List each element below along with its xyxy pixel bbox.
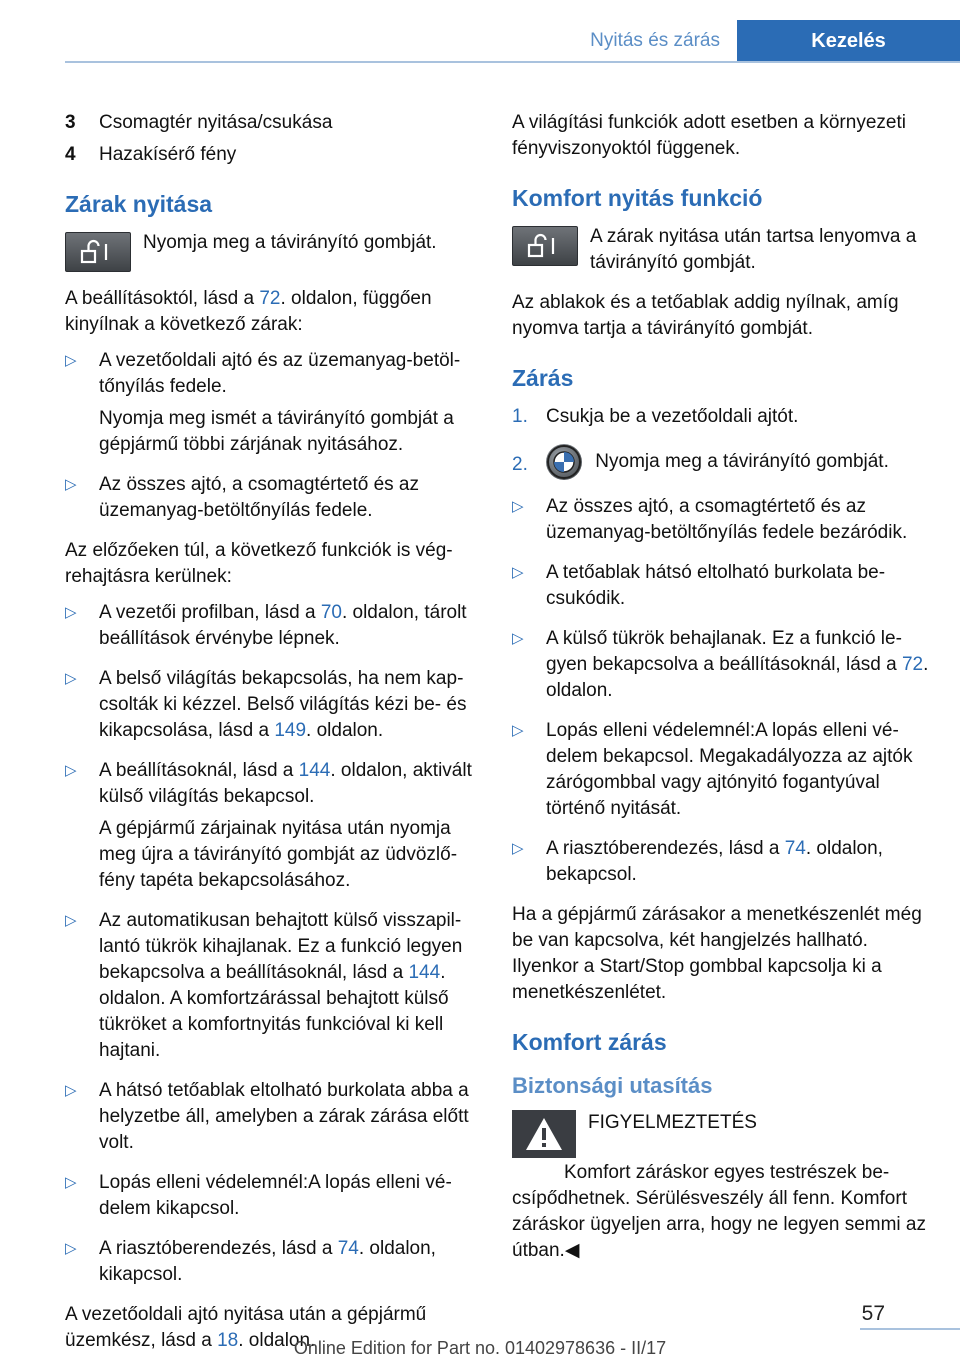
bullet-item — [65, 758, 478, 900]
unlock-instruction — [65, 230, 478, 272]
bullet-item — [65, 1236, 478, 1294]
bullet-text: Nyomja meg ismét a távirányító gombját a gépjármű többi zárjának nyitásához. — [99, 408, 454, 455]
triangle-bullet-icon: ▷ — [65, 1174, 77, 1191]
list-item — [65, 110, 478, 136]
heading-lock: Zárás — [512, 365, 574, 391]
bullet-text: Az összes ajtó, a csomagtértető és az üzemanyag-betöltőnyílás fedele. — [99, 474, 419, 521]
bullet-text: A vezetői profilban, lásd a 70. oldalon, tárolt beállítások érvénybe lépnek. — [99, 602, 467, 649]
triangle-bullet-icon: ▷ — [512, 840, 524, 857]
page-link[interactable]: 149 — [274, 720, 307, 741]
bullet-item — [65, 472, 478, 530]
heading-unlock: Zárak nyitása — [65, 191, 213, 217]
bullet-text: Az automatikusan behajtott külső visszapillantó tükrök kihajlanak. Ez a funkció legyen bekapcsolva a beállításoknál, lásd a 144. oldalon. A komfortzárással behajtott külső tükröket a komfortnyitás funkcióval ki kell hajtani. — [99, 910, 463, 1061]
heading-safety: Biztonsági utasítás — [512, 1073, 713, 1098]
warning-box — [512, 1110, 930, 1158]
page-link[interactable]: 70 — [320, 602, 342, 623]
paragraph: Az előzőeken túl, a következő funkciók is végrehajtásra kerülnek: — [65, 540, 453, 587]
triangle-bullet-icon: ▷ — [65, 1082, 77, 1099]
page-link[interactable]: 144 — [298, 760, 331, 781]
item-text: Csomagtér nyitása/csukása — [99, 112, 333, 133]
unlock-instruction-text: Nyomja meg a távirányító gombját. — [143, 232, 437, 253]
left-column — [65, 110, 478, 1364]
bullet-text: A külső tükrök behajlanak. Ez a funkció legyen bekapcsolva a beállításoknál, lásd a 72. oldalon. — [546, 628, 929, 701]
bullet-text: A riasztóberendezés, lásd a 74. oldalon, kikapcsol. — [99, 1238, 436, 1285]
edition-text: Online Edition for Part no. 01402978636 - II/17 — [293, 1338, 667, 1358]
page-link[interactable]: 18 — [217, 1330, 239, 1351]
page-link[interactable]: 74 — [337, 1238, 359, 1259]
bullet-item — [512, 494, 930, 552]
step-number: 1. — [512, 406, 528, 427]
heading-comfort-open: Komfort nyitás funkció — [512, 185, 763, 211]
bullet-text: A tetőablak hátsó eltolható burkolata becsukódik. — [546, 562, 886, 609]
paragraph: A vezetőoldali ajtó nyitása után a gépjármű üzemkész, lásd a 18. oldalon. — [65, 1304, 427, 1351]
step-number: 2. — [512, 454, 528, 475]
step-text: Csukja be a vezetőoldali ajtót. — [546, 406, 799, 427]
footer-rule — [860, 1328, 960, 1330]
bullet-text: A riasztóberendezés, lásd a 74. oldalon, bekapcsol. — [546, 838, 883, 885]
triangle-bullet-icon: ▷ — [65, 912, 77, 929]
header-rule — [65, 61, 960, 63]
triangle-bullet-icon: ▷ — [65, 604, 77, 621]
bullet-text: Lopás elleni védelemnél:A lopás elleni védelem kikapcsol. — [99, 1172, 452, 1219]
bullet-item — [65, 666, 478, 750]
comfort-open-text: A zárak nyitása után tartsa lenyomva a távirányító gombját. — [590, 226, 917, 273]
bullet-item — [512, 626, 930, 710]
bullet-item — [65, 348, 478, 464]
page-link[interactable]: 74 — [784, 838, 806, 859]
triangle-bullet-icon: ▷ — [512, 722, 524, 739]
item-number: 4 — [65, 144, 76, 165]
warning-text: Komfort záráskor egyes testrészek becsípődhetnek. Sérülésveszély áll fenn. Komfort záráskor ügyeljen arra, hogy ne legyen semmi az útban.◀ — [512, 1162, 926, 1261]
unlock-key-icon — [512, 226, 578, 266]
chapter-tab: Kezelés — [737, 20, 960, 62]
bullet-item — [65, 908, 478, 1070]
paragraph: A beállításoktól, lásd a 72. oldalon, függően kinyílnak a következő zárak: — [65, 288, 432, 335]
page-footer — [0, 1302, 960, 1362]
bullet-item — [65, 1170, 478, 1228]
step-content — [546, 444, 889, 480]
triangle-bullet-icon: ▷ — [65, 352, 77, 369]
triangle-bullet-icon: ▷ — [65, 762, 77, 779]
step-item — [512, 404, 930, 430]
triangle-bullet-icon: ▷ — [512, 498, 524, 515]
paragraph: Az ablakok és a tetőablak addig nyílnak, amíg nyomva tartja a távirányító gombját. — [512, 292, 899, 339]
bmw-key-icon — [546, 444, 582, 480]
bullet-text: A vezetőoldali ajtó és az üzemanyag-betöltőnyílás fedele. — [99, 350, 461, 397]
step-text: Nyomja meg a távirányító gombját. — [595, 451, 889, 473]
triangle-bullet-icon: ▷ — [512, 630, 524, 647]
bullet-item — [65, 600, 478, 658]
comfort-open-instruction — [512, 224, 930, 276]
right-column — [512, 110, 930, 1274]
bullet-item — [512, 560, 930, 618]
paragraph: A világítási funkciók adott esetben a környezeti fényviszonyoktól függenek. — [512, 112, 906, 159]
bullet-text: A hátsó tetőablak eltolható burkolata abba a helyzetbe áll, amelyben a zárak zárása előtt volt. — [99, 1080, 469, 1153]
triangle-bullet-icon: ▷ — [65, 1240, 77, 1257]
warning-title: FIGYELMEZTETÉS — [588, 1112, 757, 1133]
triangle-bullet-icon: ▷ — [512, 564, 524, 581]
paragraph: Ha a gépjármű zárásakor a menetkészenlét még be van kapcsolva, két hangjelzés hallható. Ilyenkor a Start/Stop gombbal kapcsolja ki a menetkészenlétet. — [512, 904, 922, 1003]
section-title: Nyitás és zárás — [590, 30, 720, 51]
item-text: Hazakísérő fény — [99, 144, 237, 165]
page-link[interactable]: 144 — [408, 962, 441, 983]
bullet-item — [512, 718, 930, 828]
triangle-bullet-icon: ▷ — [65, 476, 77, 493]
page-header — [0, 0, 960, 62]
page-number: 57 — [861, 1302, 885, 1325]
bullet-text: Lopás elleni védelemnél:A lopás elleni védelem bekapcsol. Megakadályozza az ajtók zárógombbal vagy ajtónyitó fogantyúval történő nyitását. — [546, 720, 913, 819]
triangle-bullet-icon: ▷ — [65, 670, 77, 687]
bullet-text: Az összes ajtó, a csomagtértető és az üzemanyag-betöltőnyílás fedele bezáródik. — [546, 496, 908, 543]
heading-comfort-lock: Komfort zárás — [512, 1029, 667, 1055]
warning-triangle-icon — [512, 1110, 576, 1158]
step-item — [512, 444, 930, 480]
page-link[interactable]: 72 — [259, 288, 281, 309]
bullet-text: A gépjármű zárjainak nyitása után nyomja meg újra a távirányító gombját az üdvözlőfény tapéta bekapcsolásához. — [99, 818, 458, 891]
item-number: 3 — [65, 112, 76, 133]
bullet-item — [65, 1078, 478, 1162]
bullet-text: A beállításoknál, lásd a 144. oldalon, aktivált külső világítás bekapcsol. — [99, 760, 472, 807]
bullet-item — [512, 836, 930, 894]
bullet-text: A belső világítás bekapcsolás, ha nem kapcsolták ki kézzel. Belső világítás kézi be- és kikapcsolása, lásd a 149. oldalon. — [99, 668, 467, 741]
list-item — [65, 142, 478, 168]
page-link[interactable]: 72 — [901, 654, 924, 675]
unlock-key-icon — [65, 232, 131, 272]
